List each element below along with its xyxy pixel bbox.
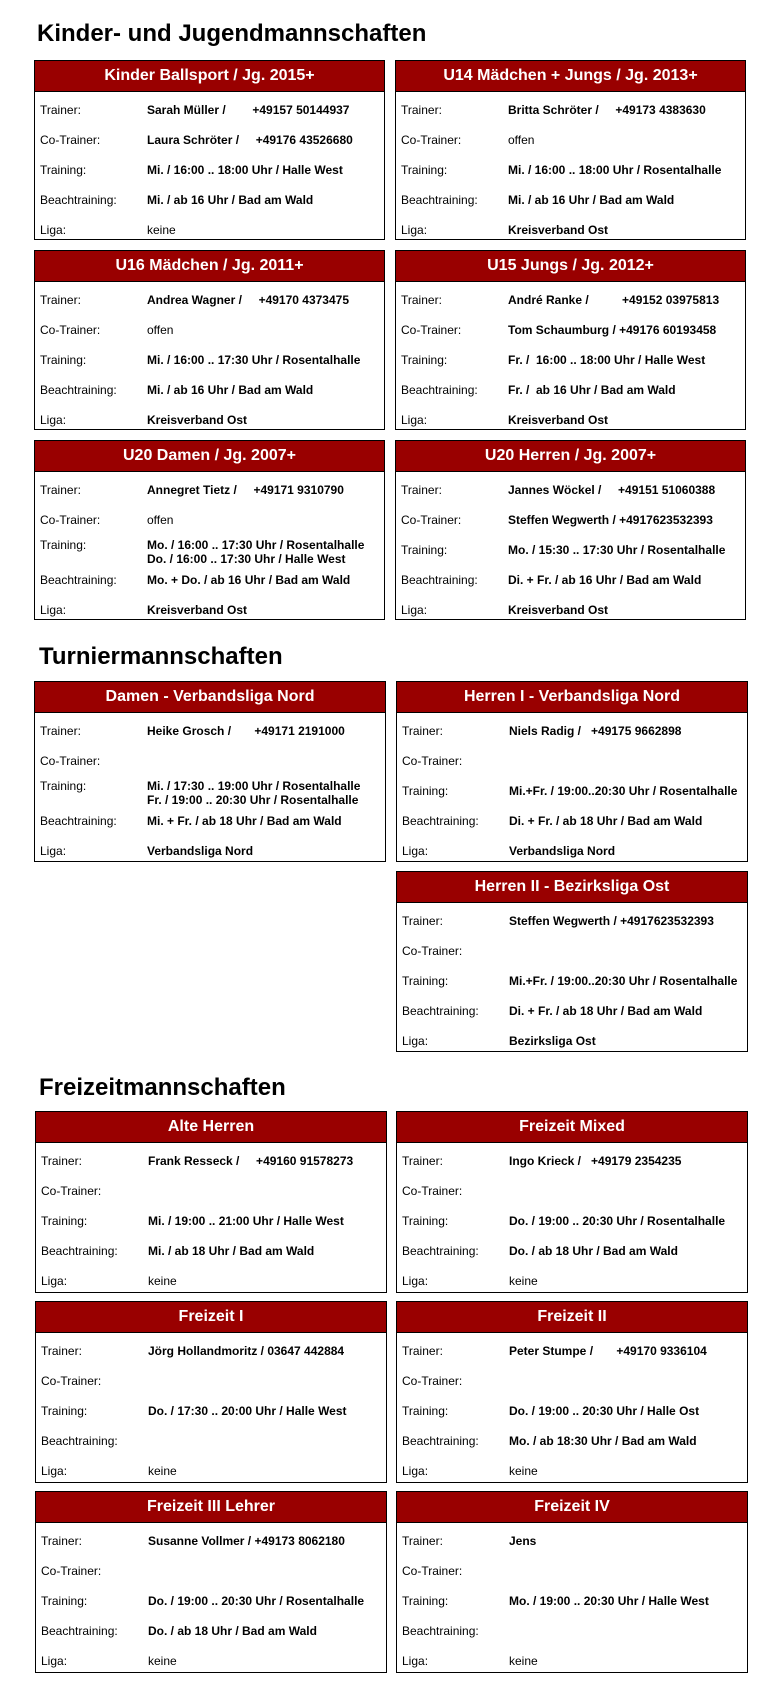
field-label: Training: <box>40 163 87 177</box>
co-trainer-row <box>41 1184 381 1198</box>
field-value: keine <box>148 1464 177 1478</box>
co-trainer-row <box>402 944 742 958</box>
team-card <box>396 681 748 862</box>
field-value <box>147 163 343 177</box>
field-label: Trainer: <box>41 1344 82 1358</box>
field-value: keine <box>147 223 176 237</box>
beachtraining-row <box>402 1434 742 1448</box>
training-line: Do. / 19:00 .. 20:30 Uhr / Rosentalhalle <box>509 1214 726 1228</box>
field-label: Training: <box>41 1404 88 1418</box>
field-label: Liga: <box>40 603 67 617</box>
field-value: André Ranke / +49152 03975813 <box>508 293 720 307</box>
co-trainer-row <box>402 1184 742 1198</box>
team-card <box>34 440 385 620</box>
field-value <box>147 779 360 807</box>
team-card <box>396 1111 748 1293</box>
field-value: keine <box>509 1464 538 1478</box>
field-label: Liga: <box>402 1034 429 1048</box>
beachtraining-row <box>402 1244 742 1258</box>
field-label: Co-Trainer: <box>41 1184 102 1198</box>
field-label: Co-Trainer: <box>401 323 462 337</box>
training-row <box>40 353 380 367</box>
beachtraining-row <box>40 383 380 397</box>
field-label: Liga: <box>402 1654 429 1668</box>
training-row <box>402 784 742 798</box>
field-label: Training: <box>41 1214 88 1228</box>
beachtraining-row <box>40 193 380 207</box>
field-label: Co-Trainer: <box>402 1374 463 1388</box>
field-label: Liga: <box>41 1654 68 1668</box>
field-label: Beachtraining: <box>41 1434 118 1448</box>
training-row <box>401 163 741 177</box>
field-value <box>147 538 364 566</box>
field-label: Trainer: <box>40 103 81 117</box>
trainer-row <box>402 1154 742 1168</box>
field-label: Beachtraining: <box>402 1624 479 1638</box>
field-value: Steffen Wegwerth / +4917623532393 <box>508 513 713 527</box>
field-value <box>508 163 721 177</box>
field-value: Tom Schaumburg / +49176 60193458 <box>508 323 717 337</box>
team-name: Freizeit III Lehrer <box>36 1492 386 1523</box>
field-value: Do. / ab 18 Uhr / Bad am Wald <box>148 1624 317 1638</box>
field-value: Verbandsliga Nord <box>147 844 254 858</box>
field-value: keine <box>509 1654 538 1668</box>
field-label: Trainer: <box>40 483 81 497</box>
beachtraining-row <box>402 814 742 828</box>
trainer-row <box>40 103 380 117</box>
field-value <box>147 353 360 367</box>
field-value <box>509 1594 709 1608</box>
trainer-row <box>41 1344 381 1358</box>
field-value: Kreisverband Ost <box>508 223 609 237</box>
training-line: Do. / 19:00 .. 20:30 Uhr / Rosentalhalle <box>148 1594 365 1608</box>
field-value <box>509 1404 699 1418</box>
trainer-row <box>40 293 380 307</box>
field-value <box>509 974 737 988</box>
beachtraining-row <box>401 573 741 587</box>
trainer-row <box>40 724 380 738</box>
field-label: Training: <box>402 974 449 988</box>
field-value: Sarah Müller / +49157 50144937 <box>147 103 350 117</box>
field-value: Verbandsliga Nord <box>509 844 616 858</box>
trainer-row <box>41 1534 381 1548</box>
field-value: Peter Stumpe / +49170 9336104 <box>509 1344 707 1358</box>
team-name: U20 Herren / Jg. 2007+ <box>396 441 745 472</box>
field-label: Liga: <box>41 1274 68 1288</box>
team-card <box>34 250 385 430</box>
training-row <box>40 163 380 177</box>
field-label: Beachtraining: <box>402 1244 479 1258</box>
field-value: Mi. / ab 16 Uhr / Bad am Wald <box>147 193 314 207</box>
field-label: Co-Trainer: <box>402 1564 463 1578</box>
field-label: Co-Trainer: <box>41 1564 102 1578</box>
field-value: Fr. / ab 16 Uhr / Bad am Wald <box>508 383 676 397</box>
field-label: Trainer: <box>401 103 442 117</box>
field-value: Kreisverband Ost <box>147 413 248 427</box>
field-label: Liga: <box>401 603 428 617</box>
trainer-row <box>402 1534 742 1548</box>
field-label: Training: <box>401 353 448 367</box>
field-label: Liga: <box>402 1464 429 1478</box>
field-value: keine <box>148 1654 177 1668</box>
training-row <box>401 543 741 557</box>
liga-row <box>41 1464 381 1478</box>
trainer-row <box>401 293 741 307</box>
field-value: Jörg Hollandmoritz / 03647 442884 <box>148 1344 345 1358</box>
team-name: Freizeit II <box>397 1302 747 1333</box>
beachtraining-row <box>402 1624 742 1638</box>
co-trainer-row <box>40 133 380 147</box>
field-label: Beachtraining: <box>40 573 117 587</box>
field-value: Ingo Krieck / +49179 2354235 <box>509 1154 682 1168</box>
field-value <box>148 1404 347 1418</box>
field-label: Trainer: <box>41 1534 82 1548</box>
co-trainer-row <box>402 754 742 768</box>
team-name: U15 Jungs / Jg. 2012+ <box>396 251 745 282</box>
field-label: Co-Trainer: <box>40 754 101 768</box>
field-label: Liga: <box>402 844 429 858</box>
co-trainer-row <box>401 513 741 527</box>
field-value: Andrea Wagner / +49170 4373475 <box>147 293 350 307</box>
training-row <box>41 1214 381 1228</box>
training-line: Fr. / 16:00 .. 18:00 Uhr / Halle West <box>508 353 706 367</box>
liga-row <box>40 413 380 427</box>
liga-row <box>402 844 742 858</box>
training-row <box>402 974 742 988</box>
field-value: Frank Resseck / +49160 91578273 <box>148 1154 354 1168</box>
field-value: Do. / ab 18 Uhr / Bad am Wald <box>509 1244 678 1258</box>
field-label: Trainer: <box>401 483 442 497</box>
training-line: Mo. / 15:30 .. 17:30 Uhr / Rosentalhalle <box>508 543 726 557</box>
liga-row <box>402 1654 742 1668</box>
field-value: Jens <box>509 1534 537 1548</box>
team-card <box>395 250 746 430</box>
section-title-freizeit: Freizeitmannschaften <box>39 1074 286 1101</box>
training-row <box>40 538 380 566</box>
field-label: Beachtraining: <box>401 193 478 207</box>
field-value: Britta Schröter / +49173 4383630 <box>508 103 706 117</box>
team-name: Freizeit I <box>36 1302 386 1333</box>
team-card <box>34 681 386 862</box>
field-value: keine <box>509 1274 538 1288</box>
section-title-jugend: Kinder- und Jugendmannschaften <box>37 20 427 47</box>
section-title-turnier: Turniermannschaften <box>39 643 283 670</box>
training-line: Mi. / 19:00 .. 21:00 Uhr / Halle West <box>148 1214 344 1228</box>
field-label: Training: <box>401 163 448 177</box>
team-name: Damen - Verbandsliga Nord <box>35 682 385 713</box>
training-row <box>401 353 741 367</box>
field-value: Laura Schröter / +49176 43526680 <box>147 133 353 147</box>
field-value: Niels Radig / +49175 9662898 <box>509 724 682 738</box>
training-line: Mo. / 16:00 .. 17:30 Uhr / Rosentalhalle <box>147 538 365 552</box>
team-name: U16 Mädchen / Jg. 2011+ <box>35 251 384 282</box>
field-label: Beachtraining: <box>41 1244 118 1258</box>
field-label: Liga: <box>401 413 428 427</box>
team-card <box>35 1491 387 1673</box>
trainer-row <box>402 724 742 738</box>
beachtraining-row <box>401 383 741 397</box>
team-card <box>396 1301 748 1483</box>
team-name: Alte Herren <box>36 1112 386 1143</box>
liga-row <box>401 413 741 427</box>
field-value: Jannes Wöckel / +49151 51060388 <box>508 483 716 497</box>
field-value: Di. + Fr. / ab 18 Uhr / Bad am Wald <box>509 814 703 828</box>
field-label: Beachtraining: <box>402 814 479 828</box>
field-label: Training: <box>402 1214 449 1228</box>
field-label: Trainer: <box>402 1534 443 1548</box>
liga-row <box>402 1464 742 1478</box>
team-card <box>35 1111 387 1293</box>
training-line: Mi. / 16:00 .. 18:00 Uhr / Halle West <box>147 163 343 177</box>
field-value: Mi. / ab 16 Uhr / Bad am Wald <box>508 193 675 207</box>
team-card <box>34 60 385 240</box>
field-label: Co-Trainer: <box>401 133 462 147</box>
beachtraining-row <box>41 1434 381 1448</box>
training-line: Do. / 19:00 .. 20:30 Uhr / Halle Ost <box>509 1404 700 1418</box>
field-value <box>509 784 737 798</box>
field-value: offen <box>147 513 174 527</box>
training-row <box>402 1404 742 1418</box>
field-label: Trainer: <box>41 1154 82 1168</box>
team-card <box>395 440 746 620</box>
field-label: Training: <box>40 353 87 367</box>
field-label: Beachtraining: <box>40 193 117 207</box>
beachtraining-row <box>402 1004 742 1018</box>
training-line: Mi. / 16:00 .. 17:30 Uhr / Rosentalhalle <box>147 353 361 367</box>
field-label: Beachtraining: <box>40 814 117 828</box>
field-value <box>148 1594 364 1608</box>
team-name: U14 Mädchen + Jungs / Jg. 2013+ <box>396 61 745 92</box>
beachtraining-row <box>401 193 741 207</box>
co-trainer-row <box>402 1374 742 1388</box>
field-label: Trainer: <box>402 724 443 738</box>
field-label: Trainer: <box>402 1344 443 1358</box>
training-line: Mi.+Fr. / 19:00..20:30 Uhr / Rosentalhalle <box>509 784 738 798</box>
training-row <box>40 779 380 807</box>
trainer-row <box>401 103 741 117</box>
field-value <box>508 353 705 367</box>
field-value: Mi. / ab 18 Uhr / Bad am Wald <box>148 1244 315 1258</box>
beachtraining-row <box>41 1624 381 1638</box>
team-name: Freizeit Mixed <box>397 1112 747 1143</box>
team-name: Herren II - Bezirksliga Ost <box>397 872 747 903</box>
field-label: Training: <box>40 538 87 552</box>
field-label: Co-Trainer: <box>402 944 463 958</box>
training-row <box>402 1594 742 1608</box>
field-label: Trainer: <box>402 914 443 928</box>
liga-row <box>41 1654 381 1668</box>
field-value: Steffen Wegwerth / +4917623532393 <box>509 914 714 928</box>
field-label: Beachtraining: <box>402 1004 479 1018</box>
field-label: Training: <box>40 779 87 793</box>
field-label: Trainer: <box>401 293 442 307</box>
field-value <box>508 543 725 557</box>
field-value: Susanne Vollmer / +49173 8062180 <box>148 1534 345 1548</box>
field-label: Training: <box>402 784 449 798</box>
field-label: Co-Trainer: <box>41 1374 102 1388</box>
field-label: Liga: <box>41 1464 68 1478</box>
field-value: Mi. / ab 16 Uhr / Bad am Wald <box>147 383 314 397</box>
training-row <box>41 1404 381 1418</box>
field-value <box>509 1214 725 1228</box>
training-line: Mi. / 16:00 .. 18:00 Uhr / Rosentalhalle <box>508 163 722 177</box>
field-value: Bezirksliga Ost <box>509 1034 596 1048</box>
liga-row <box>40 844 380 858</box>
trainer-row <box>402 914 742 928</box>
beachtraining-row <box>40 573 380 587</box>
trainer-row <box>402 1344 742 1358</box>
field-label: Beachtraining: <box>401 573 478 587</box>
field-label: Beachtraining: <box>41 1624 118 1638</box>
liga-row <box>40 223 380 237</box>
training-line: Do. / 16:00 .. 17:30 Uhr / Halle West <box>147 552 346 566</box>
field-label: Trainer: <box>40 724 81 738</box>
field-label: Liga: <box>402 1274 429 1288</box>
field-label: Training: <box>41 1594 88 1608</box>
field-value: Mo. + Do. / ab 16 Uhr / Bad am Wald <box>147 573 351 587</box>
field-value: offen <box>147 323 174 337</box>
field-value: Kreisverband Ost <box>508 603 609 617</box>
team-name: Kinder Ballsport / Jg. 2015+ <box>35 61 384 92</box>
field-label: Beachtraining: <box>401 383 478 397</box>
trainer-row <box>40 483 380 497</box>
co-trainer-row <box>402 1564 742 1578</box>
field-label: Liga: <box>401 223 428 237</box>
field-label: Training: <box>401 543 448 557</box>
beachtraining-row <box>40 814 380 828</box>
field-label: Liga: <box>40 223 67 237</box>
co-trainer-row <box>41 1374 381 1388</box>
co-trainer-row <box>40 754 380 768</box>
co-trainer-row <box>41 1564 381 1578</box>
field-value: Kreisverband Ost <box>147 603 248 617</box>
team-card <box>396 871 748 1052</box>
training-line: Mo. / 19:00 .. 20:30 Uhr / Halle West <box>509 1594 709 1608</box>
field-label: Liga: <box>40 413 67 427</box>
liga-row <box>402 1274 742 1288</box>
training-line: Fr. / 19:00 .. 20:30 Uhr / Rosentalhalle <box>147 793 359 807</box>
field-value: Di. + Fr. / ab 18 Uhr / Bad am Wald <box>509 1004 703 1018</box>
co-trainer-row <box>401 133 741 147</box>
beachtraining-row <box>41 1244 381 1258</box>
team-card <box>396 1491 748 1673</box>
trainer-row <box>401 483 741 497</box>
training-row <box>402 1214 742 1228</box>
co-trainer-row <box>40 513 380 527</box>
field-label: Co-Trainer: <box>40 133 101 147</box>
field-label: Beachtraining: <box>40 383 117 397</box>
liga-row <box>401 223 741 237</box>
liga-row <box>41 1274 381 1288</box>
field-value: offen <box>508 133 535 147</box>
field-value: Mi. + Fr. / ab 18 Uhr / Bad am Wald <box>147 814 342 828</box>
field-value: Kreisverband Ost <box>508 413 609 427</box>
co-trainer-row <box>401 323 741 337</box>
liga-row <box>40 603 380 617</box>
team-name: Freizeit IV <box>397 1492 747 1523</box>
field-label: Trainer: <box>402 1154 443 1168</box>
field-label: Co-Trainer: <box>402 754 463 768</box>
field-label: Training: <box>402 1594 449 1608</box>
field-label: Training: <box>402 1404 449 1418</box>
team-card <box>395 60 746 240</box>
field-label: Co-Trainer: <box>40 323 101 337</box>
team-card <box>35 1301 387 1483</box>
field-value: Annegret Tietz / +49171 9310790 <box>147 483 344 497</box>
co-trainer-row <box>40 323 380 337</box>
field-label: Trainer: <box>40 293 81 307</box>
training-line: Mi. / 17:30 .. 19:00 Uhr / Rosentalhalle <box>147 779 361 793</box>
field-label: Liga: <box>40 844 67 858</box>
training-row <box>41 1594 381 1608</box>
field-label: Co-Trainer: <box>401 513 462 527</box>
field-value: Mo. / ab 18:30 Uhr / Bad am Wald <box>509 1434 697 1448</box>
team-name: U20 Damen / Jg. 2007+ <box>35 441 384 472</box>
training-line: Mi.+Fr. / 19:00..20:30 Uhr / Rosentalhalle <box>509 974 738 988</box>
trainer-row <box>41 1154 381 1168</box>
training-line: Do. / 17:30 .. 20:00 Uhr / Halle West <box>148 1404 347 1418</box>
liga-row <box>401 603 741 617</box>
liga-row <box>402 1034 742 1048</box>
field-value: Di. + Fr. / ab 16 Uhr / Bad am Wald <box>508 573 702 587</box>
field-value: Heike Grosch / +49171 2191000 <box>147 724 345 738</box>
field-label: Co-Trainer: <box>402 1184 463 1198</box>
field-label: Beachtraining: <box>402 1434 479 1448</box>
field-value <box>148 1214 344 1228</box>
team-name: Herren I - Verbandsliga Nord <box>397 682 747 713</box>
field-label: Co-Trainer: <box>40 513 101 527</box>
field-value: keine <box>148 1274 177 1288</box>
